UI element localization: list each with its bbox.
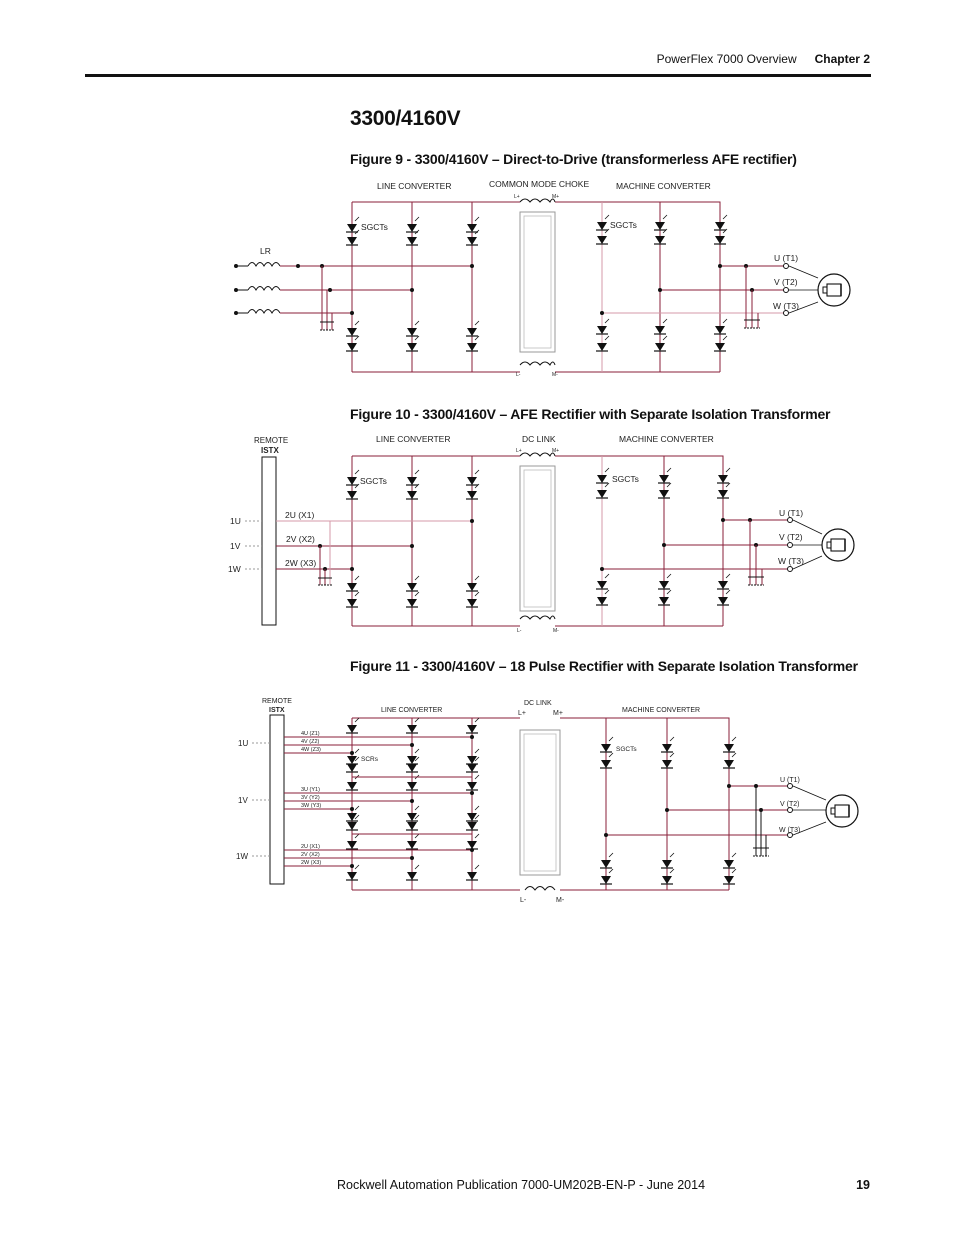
fig11-lp: L+	[518, 710, 526, 717]
fig9-mm: M-	[552, 372, 558, 378]
fig9-machine-converter-label: MACHINE CONVERTER	[616, 181, 711, 191]
fig11-sgcts-right: SGCTs	[616, 746, 637, 753]
fig10-lm: L-	[517, 628, 522, 634]
fig9-sgcts-left: SGCTs	[361, 222, 388, 232]
fig9-w-label: W (T3)	[773, 301, 799, 311]
fig11-x3-label: 2W (X3)	[301, 860, 322, 866]
fig10-x3-label: 2W (X3)	[285, 558, 317, 568]
fig10-input-1v: 1V	[230, 541, 241, 551]
fig9-sgcts-right: SGCTs	[610, 220, 637, 230]
page-number: 19	[856, 1178, 870, 1192]
fig11-istx-label: ISTX	[269, 707, 285, 714]
fig10-mp: M+	[552, 448, 560, 454]
fig11-remote-label: REMOTE	[262, 698, 292, 705]
fig10-middle-label: DC LINK	[522, 434, 556, 444]
footer-publication: Rockwell Automation Publication 7000-UM202B-EN-P - June 2014	[337, 1178, 706, 1192]
fig11-mp: M+	[553, 710, 563, 717]
fig11-y2-label: 3V (Y2)	[301, 795, 320, 801]
fig11-machine-converter-label: MACHINE CONVERTER	[622, 707, 701, 714]
fig9-lr-label: LR	[260, 246, 271, 256]
fig11-z2-label: 4V (Z2)	[301, 739, 320, 745]
fig11-w-label: W (T3)	[779, 827, 801, 834]
header-chapter: Chapter 2	[814, 52, 870, 66]
fig11-input-1u: 1U	[238, 739, 249, 748]
fig11-x2-label: 2V (X2)	[301, 852, 320, 858]
fig10-mm: M-	[553, 628, 559, 634]
figure-11-diagram	[236, 698, 858, 904]
fig9-lp: L+	[514, 194, 520, 200]
fig10-lp: L+	[516, 448, 522, 454]
fig11-v-label: V (T2)	[780, 801, 800, 808]
fig11-u-label: U (T1)	[780, 777, 800, 784]
fig9-u-label: U (T1)	[774, 253, 799, 263]
figure-11-caption: Figure 11 - 3300/4160V – 18 Pulse Rectifier with Separate Isolation Transformer	[350, 658, 858, 674]
fig9-mp: M+	[552, 194, 560, 200]
fig11-z1-label: 4U (Z1)	[301, 731, 320, 737]
fig10-sgcts-left: SGCTs	[360, 476, 387, 486]
fig11-line-converter-label: LINE CONVERTER	[381, 707, 443, 714]
fig10-machine-converter-label: MACHINE CONVERTER	[619, 434, 714, 444]
figure-10-diagram	[228, 434, 854, 634]
fig10-x2-label: 2V (X2)	[286, 534, 315, 544]
fig11-mm: M-	[556, 897, 565, 904]
fig10-w-label: W (T3)	[778, 556, 804, 566]
fig10-u-label: U (T1)	[779, 508, 804, 518]
fig9-line-converter-label: LINE CONVERTER	[377, 181, 452, 191]
fig11-y1-label: 3U (Y1)	[301, 787, 320, 793]
fig11-z3-label: 4W (Z3)	[301, 747, 321, 753]
figure-9-caption: Figure 9 - 3300/4160V – Direct-to-Drive (transformerless AFE rectifier)	[350, 151, 797, 167]
fig10-x1-label: 2U (X1)	[285, 510, 315, 520]
fig11-x1-label: 2U (X1)	[301, 844, 320, 850]
fig11-input-1v: 1V	[238, 796, 248, 805]
fig11-scrs-label: SCRs	[361, 756, 378, 763]
fig10-input-1u: 1U	[230, 516, 241, 526]
fig11-y3-label: 3W (Y3)	[301, 803, 322, 809]
fig10-remote-label: REMOTE	[254, 436, 289, 445]
fig9-lm: L-	[516, 372, 521, 378]
fig10-v-label: V (T2)	[779, 532, 803, 542]
fig10-input-1w: 1W	[228, 564, 241, 574]
fig11-input-1w: 1W	[236, 852, 248, 861]
fig11-lm: L-	[520, 897, 527, 904]
fig9-v-label: V (T2)	[774, 277, 798, 287]
fig10-line-converter-label: LINE CONVERTER	[376, 434, 451, 444]
section-title: 3300/4160V	[350, 107, 461, 130]
fig10-istx-label: ISTX	[261, 446, 279, 455]
figure-9-diagram	[234, 179, 850, 378]
fig11-middle-label: DC LINK	[524, 700, 552, 707]
fig10-sgcts-right: SGCTs	[612, 474, 639, 484]
header-title: PowerFlex 7000 Overview	[656, 52, 797, 66]
fig9-middle-label: COMMON MODE CHOKE	[489, 179, 590, 189]
figure-10-caption: Figure 10 - 3300/4160V – AFE Rectifier with Separate Isolation Transformer	[350, 406, 831, 422]
